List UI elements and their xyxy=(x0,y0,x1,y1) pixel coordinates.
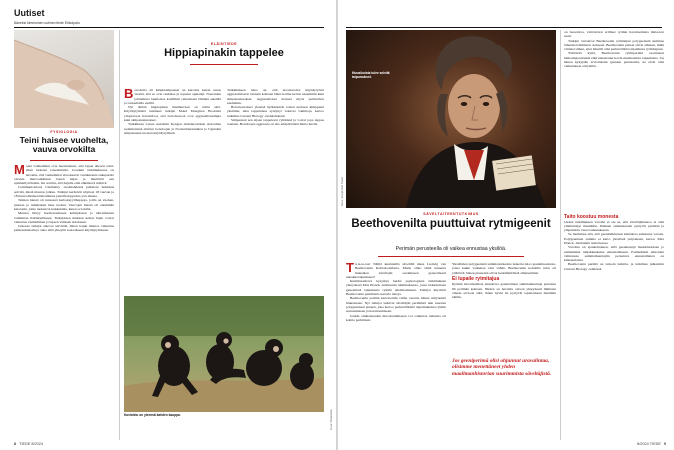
beethoven-illustration xyxy=(346,30,556,208)
right-folio xyxy=(637,442,666,446)
sweat-headline-rule xyxy=(30,160,98,161)
chimp-body-col2 xyxy=(227,88,324,288)
beethoven-paragraph: Tutkijat vertasivat Beethovenin rytmitajun polygeenistä summaa tuhansien ihmisten otokseen. Beethovenin pisteet olivat alhaiset, mikä viittaisi siihen, ettei hänellä olisi perinnöllistä taipumusta rytmitajuun. xyxy=(564,38,664,52)
chimp-paragraph: Tutkimuksen tulos on, että urosbonobot käyttäytyivät aggressiivisesti toisiaan kohtaan lähes kolme kertaa useammin kuin simpanssiurokset. Aggressiiviset urokset myös parittelivat enemmän. xyxy=(227,88,324,105)
chimp-body-col1 xyxy=(124,88,221,288)
section-rule-right xyxy=(346,27,662,28)
beethoven-body-col3 xyxy=(564,30,664,210)
beethoven-subhead: Taito koostuu monesta xyxy=(564,213,619,220)
column-divider xyxy=(119,30,120,440)
chimp-paragraph: Tutkimusta varten seurattiin Kongon demokraattisen tasavallan sademetsissä elävien bonobojen ja Norsunluurannikon ja Ugandan simpanssien urosten käyttäytymistä. xyxy=(124,122,221,135)
beethoven-paragraph: Uuden tutkimuksen varoma ei ole se, että säveltäjänneroa ei olisi ymmärtänyt musiikkia. Ihmisen ominaisuudet syntyvät perimän ja ympäristön vuorovaikutuksesta. xyxy=(564,219,664,233)
beethoven-paragraph: ä-ta-ta-taa! Näillä kuuluisilla sävelillä alkaa Ludwig van Beethovenin Kohtalosinfonia. Mutta oliko tämä tunnettu muusikon sävellajin osaamiseen geneettisesti ennakkotaipumusta? xyxy=(346,262,446,279)
section-subtitle: Ääneksi kimmoinen uutinen tiede Erikoipalu xyxy=(14,21,80,25)
beethoven-paragraph: Se merkitsee sitä, että geenitulkintaan kannattaa suhtautua varoen. Polygeeninen summa ei kerro yksilöstä paljoakaan, kertoo Max Planck -instituutin tiedotteessa. xyxy=(564,232,664,245)
chimp-photo-caption: Kovistelu on yleensä kahden kauppa. xyxy=(124,413,181,417)
right-page-number: 9 xyxy=(663,442,666,446)
beethoven-portrait-caption: Muusikoista tulee selvitä taipumukset. xyxy=(352,71,390,79)
sweat-paragraph: Muutos liittyy hormonaaliseen kehitykseen ja talirauhasten toiminnan lisääntymiseen. Tutkijoiden mukaan kehon hajut voivat vaikuttaa vanhemman ja lapsen väliseen sidokseen. xyxy=(14,211,114,224)
left-page xyxy=(0,0,336,450)
sweat-paragraph: onet vanhemmat ovat huomanneet, että lapset alkavat teini-iässä tuoksua toisenlaisilta. Jossakin tutkimuksessa on havaittu, että vanhemmat vieroksuvat vastakkaista sukupuolta olevien murrosikäisten lasten hajua ja mieltävät sen epämiellyttäväksi. On arveltu, että hajulla olisi ehkäisevä tehtävä. xyxy=(14,164,114,186)
chimp-paragraph: Nyt tämän hippiapinan mielikuvaan on tullut särö. Käyttäytymistä tutkineet tutkijat Maud Mouginot Bostonin yliopistosta havaitsivat, että bonobouroat ovat aggressiivisempia kuin simpanssiurokset. xyxy=(124,105,221,123)
armpit-photo xyxy=(14,30,114,128)
sweat-dropcap: M xyxy=(14,164,25,177)
beethoven-deck: Perimän perusteella oli vaikea ennustaa yksilöä. xyxy=(395,246,507,252)
beethoven-paragraph: Varoitus on ajankohtainen, sillä geenitestejä markkinoidaan jo esimerkiksi lahjakkuuksien ennustamiseen. Esimerkiksi alkioiden valinnassa summamuuttujiin perustuva ennustaminen on kiistanalaista. xyxy=(564,245,664,263)
beethoven-paragraph: Beethovenin perimä on tarkoin tutkittu, ja tutkimus julkaistiin Current Biology -lehdessä. xyxy=(564,262,664,271)
sweat-kicker: FYSIOLOGIA xyxy=(50,130,78,134)
beethoven-portrait xyxy=(346,30,556,208)
beethoven-paragraph: Rytmin havaitsemista ennustava geenietiinen summamuuttuja perustuu 69 perimän kohtaan. Niiden on havaittu olevan yhteydessä ihmisten omaan arvioon siitä, miten hyvin he pystyvät taputtamaan musiikin tahtiin. xyxy=(452,282,556,300)
bonobo-photo xyxy=(124,296,324,412)
chimp-paragraph: Simpanssit sen sijaan tappelevat ryhmissä ja voivat jopa tappaa toisiaan. Bonobojen aggressio on siis arkipäiväistä mutta lievää. xyxy=(227,118,324,127)
beethoven-paragraph: Beethovenin perimä kartoitettiin viime vuonna hänen säilyneistä hiuksistaan. Nyt tutkijat laskivat säveltäjän perimästä niin sanotun polygeenisen pisteen, joka kertoo perinnöllisistä taipumuksista rytmin seuraamiseen ja havaitsemiseen. xyxy=(346,296,446,314)
beethoven-headline-rule xyxy=(378,256,524,257)
chimp-headline-rule xyxy=(190,64,258,65)
sweat-paragraph: Teinien hiessä oli runsaasti karboksyylihappoja, joilla on vuohen, juuston ja tunkkaisen hien tuoksu. Vauvojen hiessä oli enemmän ketoneita, jotka tuoksuvat kukkaisilta, kuten orvokilta. xyxy=(14,198,114,211)
chimp-dropcap: B xyxy=(124,88,134,101)
beethoven-kicker: SÄVELTAITEENTUTKIMUS xyxy=(423,212,479,216)
left-page-number: 8 xyxy=(14,442,17,446)
chimp-headline: Hippiapinakin tappelee xyxy=(164,47,284,59)
sweat-headline: Teini haisee vuohelta, vauva orvokilta xyxy=(19,135,109,155)
chimp-paragraph: Bonobourokset yleensä hyökkäsivät toisen uroksen kimppuun yksittäin, eikä tappeluissa syntynyt vakavia vammoja, kertoo tutkimus Current Biology -tiedelehdessä. xyxy=(227,105,324,118)
right-folio-label: 8/2024 TIEDE xyxy=(637,442,661,446)
sweat-body xyxy=(14,164,114,439)
chimp-kicker: ELÄINTIEDE xyxy=(210,42,238,46)
beethoven-paragraph: Yksilöiden polygeenistä summatuloksista laskettu tulos geenimuodoista, joista kukin vaikuttaa vain vähän. Beethovenin kohdalla tulos oli yllättävä: hänen pisteensä olivat keskimääräistä alhaisemmat. xyxy=(452,262,556,275)
section-rule xyxy=(14,27,324,28)
beethoven-body-col2 xyxy=(452,262,556,354)
beethoven-pullquote: Jos geeniperimä olisi ohjannut uravalintaa, olisimme menettäneet yhden maailmanhistorian suurimmista säveltäjistä. xyxy=(452,358,552,377)
bonobo-credit: Kuvat: Shutterstock xyxy=(330,409,333,430)
sweat-paragraph: Communications Chemistry -tiedelehdessä julkaistu tutkimus selvitti, mistä muutos johtuu. Tutkijat keräsivät näytteet 18 vauvan ja 18 murrosikäisen hikoilleista puuvillatoppeista yön aikana. xyxy=(14,185,114,199)
beethoven-subhead: Ei lupaile rytmitajua xyxy=(452,276,500,283)
beethoven-paragraph: on luotettava, vahvistavat erilliset rytmin havaitsemista mittaavat testit. xyxy=(564,30,664,39)
beethoven-paragraph: Jonkin ominaisuuden muodostumiseen voi vaikuttaa tuhansia eri kohtia perimässä. xyxy=(346,313,446,322)
beethoven-body-col3b xyxy=(564,212,664,438)
sweat-paragraph: Jatkossa tutkijat aikovat selvittää, miten hajun muutos vaikuttaa perhesuhteisiin ja onko sillä yhteyttä sosiaaliseen käyttäytymiseen. xyxy=(14,224,114,233)
column-divider-right xyxy=(560,30,561,440)
bonobo-illustration xyxy=(124,296,324,412)
beethoven-paragraph: Ylättävää kyllä, Beethovenin rytmiperimä osoittautui heikompiosaiseksi eikä ennustanut kovin musikaalista taipumusta. Jos hänen kykyjään arvioitaisiin geenien perusteella, ne eivät olisi vaikuttaneet erityisiltä. xyxy=(564,51,664,69)
right-page xyxy=(338,0,674,450)
beethoven-headline: Beethovenilta puuttuivat rytmigeenit xyxy=(351,218,551,230)
left-folio xyxy=(14,442,43,446)
beethoven-dropcap: T xyxy=(346,262,354,275)
beethoven-body-col1 xyxy=(346,262,446,438)
beethoven-paragraph: Kummasteltava kysymys heräsi psykologisen tutkimuksen yhteydessä Max Planck -instituutin tutkimuksessa, jossa tarkastellaan geneettistä taipumusta rytmin tahdistamiseen. Tutkijat käyttivät Beethovenin perimästä saatavia tietoja. xyxy=(346,279,446,297)
beethoven-credit: Kuva: Joseph Karl Stieler xyxy=(341,176,344,206)
armpit-illustration xyxy=(14,30,114,128)
chimp-paragraph: onobolla eli kääpiösimpanssi on kerrottu kauan sanaa viestiä, että se ovat rauhaisa ja sopuisa apinalaji. Naaraiden johtamissa laumoissa konfliktit ratkaistaan lähinnä seksillä ja sosiaalisilla eleillä. xyxy=(124,88,221,105)
left-folio-label: TIEDE 8/2024 xyxy=(19,442,43,446)
section-title: Uutiset xyxy=(14,8,45,18)
